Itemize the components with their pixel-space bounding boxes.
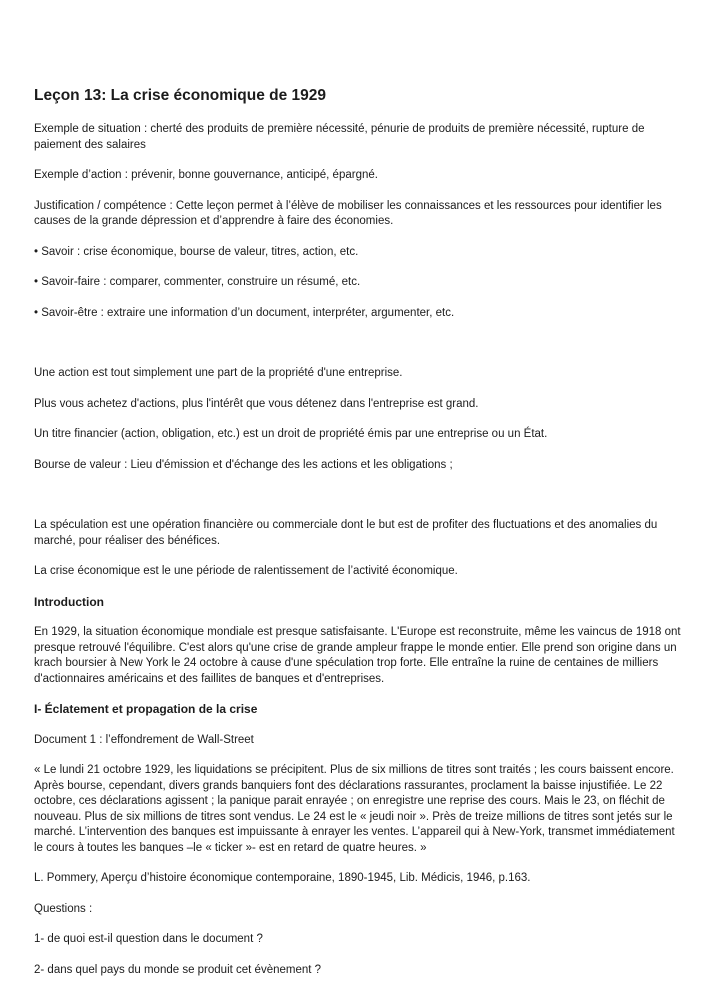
paragraph-bourse-de-valeur: Bourse de valeur : Lieu d'émission et d'échange des les actions et les obligations ; xyxy=(34,458,453,471)
source-citation: L. Pommery, Aperçu d’histoire économique contemporaine, 1890-1945, Lib. Médicis, 1946, p.163. xyxy=(34,872,531,884)
blank-line xyxy=(34,336,686,366)
paragraph-crise-economique: La crise économique est le une période de ralentissement de l’activité économique. xyxy=(34,565,458,577)
bullet-savoir-etre: • Savoir-être : extraire une information d’un document, interpréter, argumenter, etc. xyxy=(34,306,455,319)
paragraph-introduction-1929: En 1929, la situation économique mondiale est presque satisfaisante. L'Europe est reconstruite, même les vaincus de 1918 ont presque retrouvé l'équilibre. C'est alors qu'une crise de grande ampleur frappe le monde entier. Elle prend son origine dans un krach boursier à New York le 24 octobre à cause d'une spéculation trop forte. Elle entraîne la ruine de centaines de milliers d'actionnaires américains et des faillites de banques et d'entreprises. xyxy=(34,626,681,685)
heading-section-1: I- Éclatement et propagation de la crise xyxy=(34,702,258,716)
paragraph-exemple-situation: Exemple de situation : cherté des produits de première nécessité, pénurie de produits de première nécessité, rupture de paiement des salaires xyxy=(34,123,645,151)
paragraph-titre-financier: Un titre financier (action, obligation, etc.) est un droit de propriété émis par une entreprise ou un État. xyxy=(34,428,548,440)
bullet-savoir: • Savoir : crise économique, bourse de valeur, titres, action, etc. xyxy=(34,245,359,258)
paragraph-justification-competence: Justification / compétence : Cette leçon permet à l’élève de mobiliser les connaissances et les ressources pour identifier les causes de la grande dépression et d’apprendre à faire des économies. xyxy=(34,199,662,227)
document-quote: « Le lundi 21 octobre 1929, les liquidations se précipitent. Plus de six millions de titres sont traités ; les cours baissent encore. Après bourse, cependant, divers grands banquiers font des déclarations rassurantes, proclament la baisse injustifiée. Le 22 octobre, ces déclarations agissent ; la panique parait enrayée ; on enregistre une reprise des cours. Mais le 23, on fléchit de nouveau. Plus de six millions de titres sont vendus. Le 24 est le « jeudi noir ». Près de treize millions de titres sont jetés sur le marché. L’intervention des banques est impuissante à enrayer les ventes. L’appareil qui à New-York, transmet immédiatement le cours à toutes les banques –le « ticker »- est en retard de quatre heures. » xyxy=(34,764,675,854)
question-item-2: 2- dans quel pays du monde se produit cet évènement ? xyxy=(34,963,322,976)
questions-label: Questions : xyxy=(34,902,93,915)
question-item-1: 1- de quoi est-il question dans le document ? xyxy=(34,933,263,945)
paragraph-speculation: La spéculation est une opération financière ou commerciale dont le but est de profiter des fluctuations et des anomalies du marché, pour réaliser des bénéfices. xyxy=(34,519,658,547)
paragraph-achat-actions: Plus vous achetez d'actions, plus l'intérêt que vous détenez dans l'entreprise est grand. xyxy=(34,397,479,410)
heading-introduction: Introduction xyxy=(34,594,104,609)
paragraph-exemple-action: Exemple d’action : prévenir, bonne gouvernance, anticipé, épargné. xyxy=(34,169,378,181)
lesson-title: Leçon 13: La crise économique de 1929 xyxy=(34,87,327,104)
blank-line xyxy=(34,488,686,518)
paragraph-definition-action: Une action est tout simplement une part de la propriété d'une entreprise. xyxy=(34,367,403,379)
bullet-savoir-faire: • Savoir-faire : comparer, commenter, construire un résumé, etc. xyxy=(34,276,361,288)
paragraph-document-1-caption: Document 1 : l’effondrement de Wall-Street xyxy=(34,733,254,746)
